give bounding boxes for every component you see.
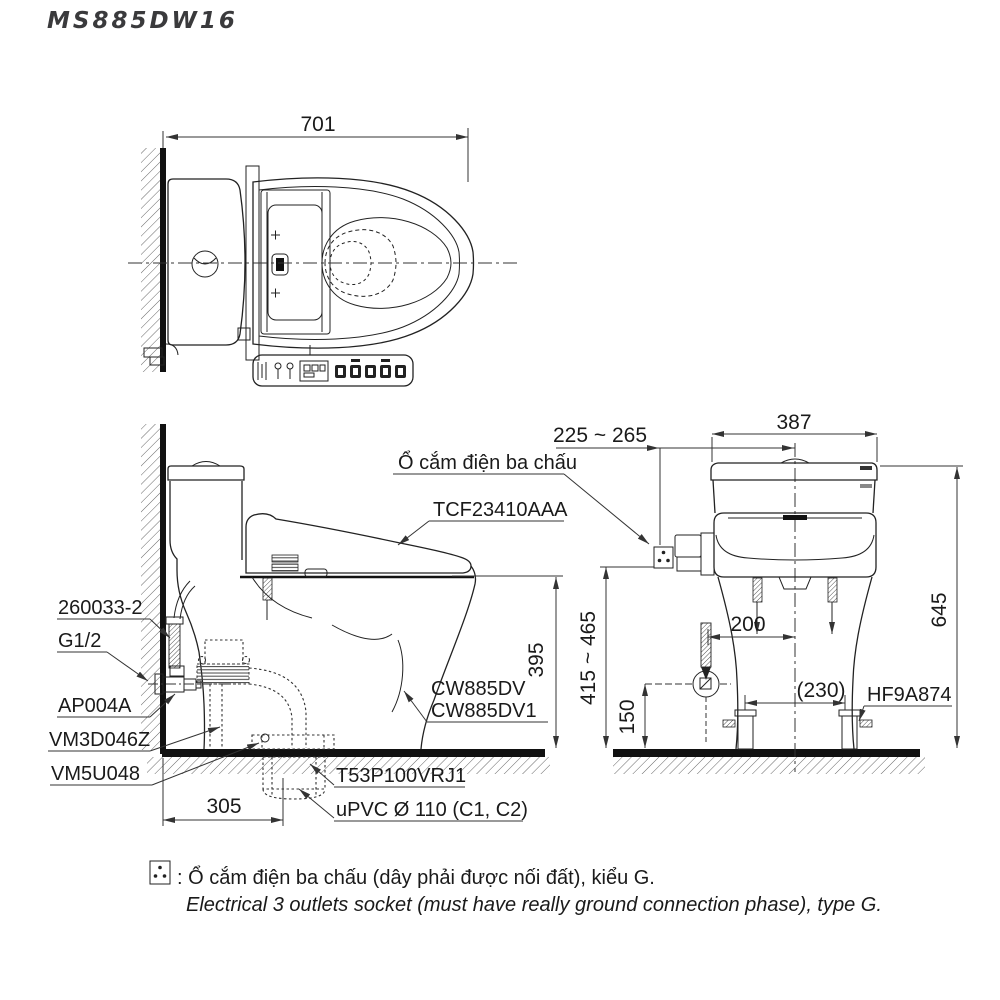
wall-hatch — [141, 148, 160, 372]
bolt-cap-callout — [859, 684, 952, 721]
logo-mark-1 — [860, 466, 872, 470]
dim-supply-offset: 200 — [730, 613, 766, 636]
label-supply-hose: 260033-2 — [58, 597, 143, 619]
wall-hatch-side — [141, 424, 160, 750]
label-bowl-model: CW885DV — [431, 678, 526, 700]
floor-front — [613, 749, 920, 757]
floor-bolts — [723, 710, 872, 749]
note-english: Electrical 3 outlets socket (must have really ground connection phase), type G. — [186, 894, 882, 916]
valve-body — [163, 677, 184, 692]
plug-unit — [654, 533, 714, 575]
dim-socket-offset: 225 ~ 265 — [552, 424, 648, 447]
tank-body-side — [170, 481, 205, 749]
top-view — [128, 113, 520, 386]
label-thread-size: G1/2 — [58, 630, 102, 652]
dim-top-width: 701 — [300, 113, 336, 136]
label-fill-valve: VM3D046Z — [49, 729, 151, 751]
dim-225-265 — [553, 424, 795, 545]
dim-supply-height-range: 415 ~ 465 — [577, 610, 600, 706]
bowl-inner-1 — [252, 577, 312, 618]
supply-valve-front — [645, 623, 731, 742]
dim-seat-height: 395 — [525, 642, 548, 678]
bowl-inner-2 — [332, 625, 392, 639]
socket-pins — [658, 551, 670, 563]
bowl-inner-3 — [392, 640, 403, 712]
trapway-internals — [197, 640, 334, 799]
washlet-plate — [261, 190, 330, 334]
socket-symbol-legend — [150, 861, 170, 884]
label-bolt-cap: HF9A874 — [867, 684, 952, 706]
label-stop-valve: AP004A — [58, 695, 132, 717]
floor-side — [162, 749, 545, 757]
seat-internals — [263, 555, 327, 620]
logo-mark-2 — [860, 484, 872, 488]
remote-control — [253, 345, 413, 386]
dim-200 — [708, 613, 795, 645]
dim-150 — [616, 684, 645, 748]
side-view — [48, 424, 649, 826]
label-socket-callout: Ổ cắm điện ba chấu — [398, 452, 577, 474]
front-view — [553, 411, 963, 774]
label-drain-pipe: uPVC Ø 110 (C1, C2) — [336, 799, 528, 821]
tank-plan-outline — [168, 179, 245, 345]
tank-knob-side — [192, 462, 220, 467]
tank-left-front — [713, 480, 715, 513]
floor-hatch-front — [613, 757, 925, 774]
slot-fill — [276, 258, 284, 271]
model-callouts — [393, 450, 649, 722]
label-seat-model: TCF23410AAA — [433, 499, 568, 521]
wall-line — [160, 148, 166, 372]
label-bowl-model-alt: CW885DV1 — [431, 700, 537, 722]
footnote — [150, 861, 882, 916]
tank-right-front — [873, 480, 875, 513]
tank-lid-front — [711, 463, 877, 480]
dim-bolt-spacing: (230) — [796, 679, 846, 702]
label-drain-joint: T53P100VRJ1 — [336, 765, 467, 787]
seat-slot-fill — [783, 515, 807, 520]
dim-total-height: 645 — [928, 592, 951, 628]
tank-lid-side — [168, 466, 244, 480]
socket-legend-pins — [154, 866, 167, 878]
valve-outlet — [184, 679, 196, 690]
dim-drain-offset: 305 — [206, 795, 242, 818]
model-number: MS885DW16 — [47, 8, 238, 34]
note-vietnamese: : Ổ cắm điện ba chấu (dây phải được nối đất), kiểu G. — [177, 867, 655, 889]
dim-701 — [163, 113, 468, 182]
socket-symbol — [654, 547, 673, 568]
dim-tank-width: 387 — [776, 411, 812, 434]
label-flush-valve: VM5U048 — [51, 763, 140, 785]
dim-supply-height: 150 — [616, 699, 639, 735]
